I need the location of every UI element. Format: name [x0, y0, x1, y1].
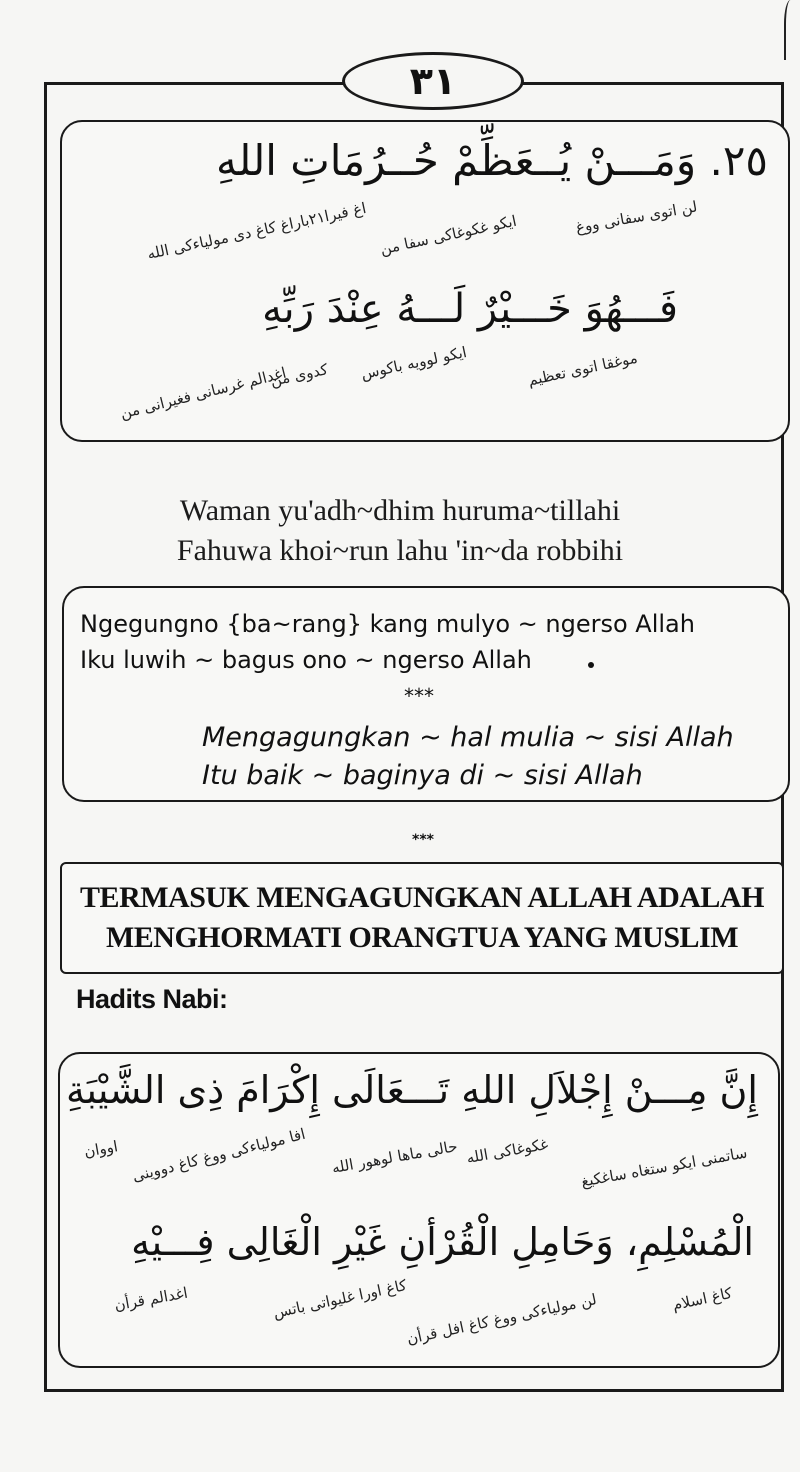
section-heading-line2: MENGHORMATI ORANGTUA YANG MUSLIM: [105, 921, 739, 954]
hadith-gloss-6: كاغ اسلام: [670, 1283, 734, 1315]
hadith-arabic-line1: إِنَّ مِـــنْ إِجْلاَلِ اللهِ تَـــعَالَى إِكْرَامَ ذِى الشَّيْبَةِ: [66, 1068, 758, 1112]
hadith-box: [58, 1052, 780, 1368]
javanese-line1: Ngegungno {ba~rang} kang mulyo ~ ngerso Allah: [80, 610, 695, 638]
hadith-gloss-8: كاغ اورا غليواتى باتس: [271, 1276, 409, 1322]
stray-dot: [588, 662, 594, 668]
hadith-gloss-4: افا مولياءكى ووغ كاغ دووينى: [130, 1124, 308, 1186]
verse-gloss-1: لن اتوى سفانى ووغ: [574, 197, 699, 237]
hadith-gloss-3: حالى ماها لوهور الله: [330, 1137, 459, 1177]
verse-arabic-line2: فَـــهُوَ خَـــيْرٌ لَـــهُ عِنْدَ رَبِّهِ: [262, 286, 678, 332]
verse-gloss-7: اغدالم غرسانى فغيرانى من: [117, 363, 288, 423]
indonesian-line1: Mengagungkan ~ hal mulia ~ sisi Allah: [202, 722, 734, 753]
hadith-gloss-2: غكوغاكى الله: [464, 1134, 549, 1168]
verse-arabic-line1: ٢٥. وَمَـــنْ يُــعَظِّمْ حُــرُمَاتِ اللهِ: [216, 136, 768, 185]
verse-box: [60, 120, 790, 442]
transliteration-line2: Fahuwa khoi~run lahu 'in~da robbihi: [176, 534, 624, 567]
hadith-gloss-9: اغدالم قرأن: [112, 1283, 190, 1315]
translation-separator: ***: [404, 684, 434, 708]
hadith-gloss-1: ساتمنى ايكو ستغاه ساغكيغ: [579, 1143, 749, 1191]
javanese-line2: Iku luwih ~ bagus ono ~ ngerso Allah: [80, 646, 532, 674]
translation-box: [62, 586, 790, 802]
transliteration-line1: Waman yu'adh~dhim huruma~tillahi: [179, 494, 621, 527]
page-edge-mark: [784, 0, 800, 60]
verse-gloss-3: اغ فيرا٢١باراغ كاغ دى مولياءكى الله: [145, 198, 368, 264]
hadits-label: Hadits Nabi:: [76, 984, 228, 1014]
hadith-gloss-7: لن مولياءكى ووغ كاغ افل قرأن: [404, 1290, 598, 1348]
section-heading-line1: TERMASUK MENGAGUNGKAN ALLAH ADALAH: [80, 881, 764, 914]
verse-gloss-6: كدوى من: [268, 360, 330, 390]
indonesian-line2: Itu baik ~ baginya di ~ sisi Allah: [202, 760, 643, 791]
section-heading-box: [60, 862, 784, 974]
hadith-gloss-5: اووان: [82, 1137, 120, 1161]
verse-gloss-5: ايكو لوويه باكوس: [359, 343, 469, 383]
verse-gloss-4: موغقا اتوى تعظيم: [525, 348, 639, 390]
page-number: ٣١: [342, 52, 524, 110]
section-separator: ***: [412, 832, 434, 848]
verse-gloss-2: ايكو غكوغاكى سفا من: [378, 211, 519, 259]
hadith-arabic-line2: الْمُسْلِمِ، وَحَامِلِ الْقُرْأنِ غَيْرِ الْغَالِى فِـــيْهِ: [131, 1220, 754, 1264]
